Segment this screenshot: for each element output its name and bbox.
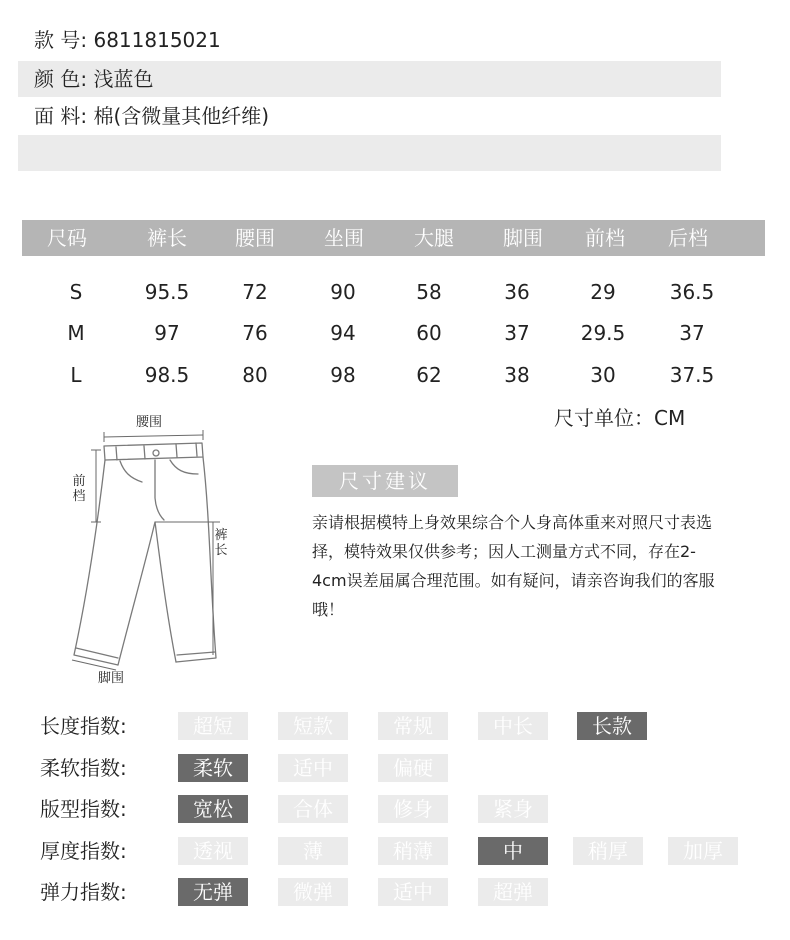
table-cell: L (70, 363, 82, 387)
table-cell: 94 (330, 321, 356, 345)
index-option: 微弹 (278, 878, 348, 906)
index-option: 超弹 (478, 878, 548, 906)
index-label: 柔软指数: (40, 756, 127, 780)
index-option: 短款 (278, 712, 348, 740)
table-cell: 72 (242, 280, 268, 304)
index-option: 超短 (178, 712, 248, 740)
index-option: 合体 (278, 795, 348, 823)
info-row-blank (18, 135, 721, 171)
table-cell: 98 (330, 363, 356, 387)
header-size: 尺码 (47, 226, 87, 250)
index-option: 稍薄 (378, 837, 448, 865)
index-option: 修身 (378, 795, 448, 823)
table-cell: 37 (679, 321, 705, 345)
table-cell: 29 (590, 280, 616, 304)
table-cell: 80 (242, 363, 268, 387)
header-thigh: 大腿 (414, 226, 454, 250)
diagram-label-length: 裤长 (214, 528, 228, 558)
header-back-rise: 后档 (668, 226, 708, 250)
index-label: 弹力指数: (40, 880, 127, 904)
table-cell: 98.5 (144, 363, 190, 387)
table-cell: 97 (154, 321, 180, 345)
table-cell: 60 (416, 321, 442, 345)
index-option-active: 长款 (577, 712, 647, 740)
index-option: 偏硬 (378, 754, 448, 782)
index-option-active: 宽松 (178, 795, 248, 823)
table-cell: M (67, 321, 85, 345)
table-cell: 29.5 (580, 321, 626, 345)
fabric-value: 棉(含微量其他纤维) (93, 104, 270, 128)
table-cell: 38 (504, 363, 530, 387)
index-option-active: 中 (478, 837, 548, 865)
index-option: 适中 (378, 878, 448, 906)
index-option: 稍厚 (573, 837, 643, 865)
table-cell: 62 (416, 363, 442, 387)
diagram-label-waist: 腰围 (136, 415, 163, 430)
info-row-color (18, 61, 721, 97)
size-table-header (22, 220, 765, 256)
table-cell: 37 (504, 321, 530, 345)
color-label: 颜 色: (34, 67, 88, 91)
table-cell: 95.5 (144, 280, 190, 304)
table-cell: 36.5 (669, 280, 715, 304)
info-row-style-no (18, 22, 721, 58)
index-option-active: 柔软 (178, 754, 248, 782)
index-option: 中长 (478, 712, 548, 740)
table-cell: 36 (504, 280, 530, 304)
fabric-label: 面 料: (34, 104, 88, 128)
table-cell: 30 (590, 363, 616, 387)
header-front-rise: 前档 (585, 226, 625, 250)
style-no-value: 6811815021 (93, 28, 221, 52)
table-cell: 58 (416, 280, 442, 304)
index-label: 厚度指数: (40, 839, 127, 863)
index-option: 常规 (378, 712, 448, 740)
table-cell: 90 (330, 280, 356, 304)
header-waist: 腰围 (235, 226, 275, 250)
style-no-label: 款 号: (34, 28, 88, 52)
index-label: 长度指数: (40, 714, 127, 738)
header-length: 裤长 (147, 226, 187, 250)
header-hip: 坐围 (324, 226, 364, 250)
size-unit: 尺寸单位：CM (554, 406, 686, 430)
diagram-label-front-rise: 前档 (72, 474, 86, 504)
pants-diagram (60, 410, 300, 695)
info-row-fabric (18, 98, 721, 134)
table-cell: 76 (242, 321, 268, 345)
index-option-active: 无弹 (178, 878, 248, 906)
color-value: 浅蓝色 (93, 67, 154, 91)
index-option: 适中 (278, 754, 348, 782)
pants-outline-icon (60, 410, 300, 695)
index-option: 薄 (278, 837, 348, 865)
index-option: 紧身 (478, 795, 548, 823)
table-cell: 37.5 (669, 363, 715, 387)
advice-title: 尺寸建议 (312, 465, 458, 497)
advice-body: 亲请根据模特上身效果综合个人身高体重来对照尺寸表选择，模特效果仅供参考；因人工测量方式不同，存在2-4cm误差届属合理范围。如有疑问，请亲咨询我们的客服哦！ (312, 513, 715, 619)
header-hem: 脚围 (503, 226, 543, 250)
diagram-label-hem: 脚围 (98, 671, 125, 686)
table-cell: S (69, 280, 83, 304)
index-option: 透视 (178, 837, 248, 865)
index-label: 版型指数: (40, 797, 127, 821)
index-option: 加厚 (668, 837, 738, 865)
